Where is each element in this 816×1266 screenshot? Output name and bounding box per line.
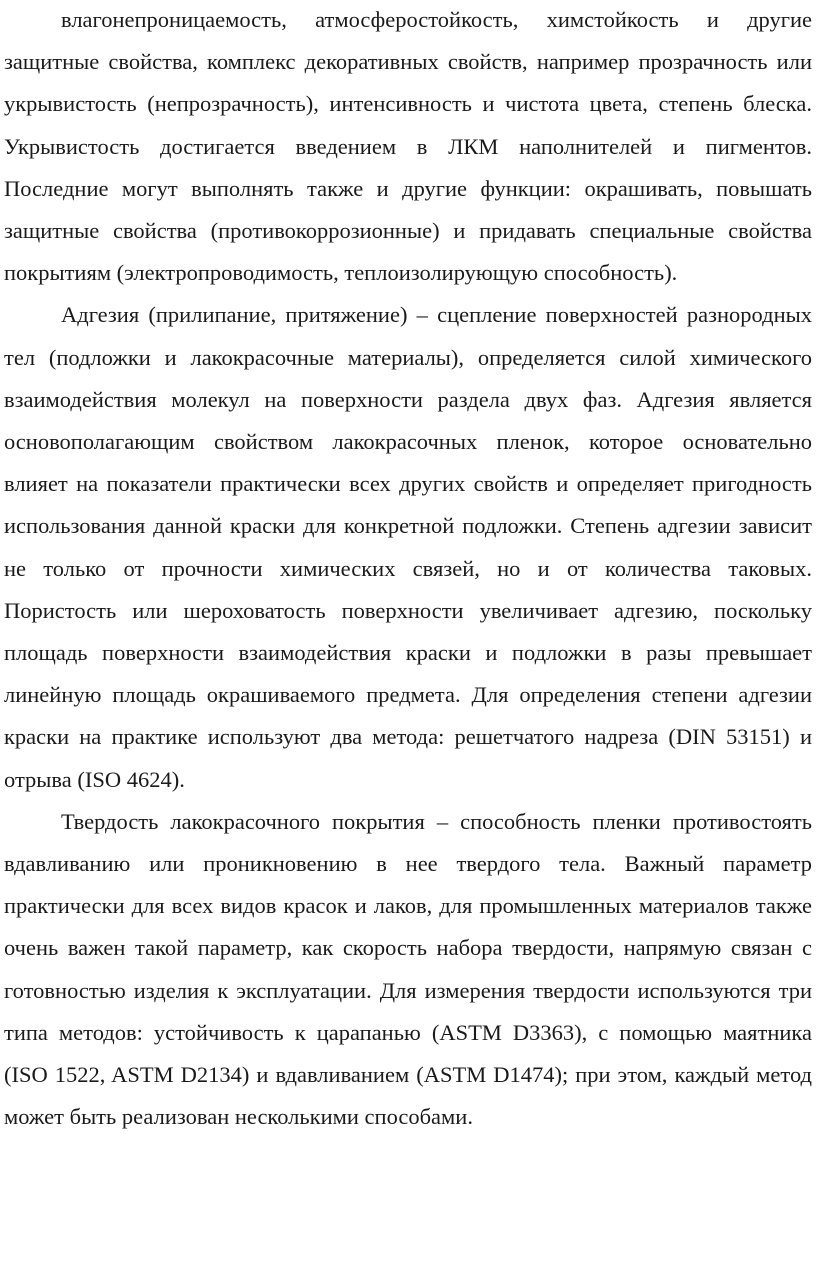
paragraph-protective-properties: влагонепроницаемость, атмосферостойкость, химстойкость и другие защитные свойства, комплекс декоративных свойств, например прозрачность или укрывистость (непрозрачность), интенсивность и чистота цвета, степень блеска. Укрывистость достигается введением в ЛКМ наполнителей и пигментов. Последние могут выполнять также и другие функции: окрашивать, повышать защитные свойства (противокоррозионные) и придавать специальные свойства покрытиям (электропроводимость, теплоизолирующую способность). [4, 7, 812, 286]
paragraph-hardness: Твердость лакокрасочного покрытия – способность пленки противостоять вдавливанию или проникновению в нее твердого тела. Важный параметр практически для всех видов красок и лаков, для промышленных материалов также очень важен такой параметр, как скорость набора твердости, напрямую связан с готовностью изделия к эксплуатации. Для измерения твердости используются три типа методов: устойчивость к царапанью (ASTM D3363), с помощью маятника (ISO 1522, ASTM D2134) и вдавливанием (ASTM D1474); при этом, каждый метод может быть реализован несколькими способами. [4, 808, 812, 1130]
paragraph-adhesion: Адгезия (прилипание, притяжение) – сцепление поверхностей разнородных тел (подложки и лакокрасочные материалы), определяется силой химического взаимодействия молекул на поверхности раздела двух фаз. Адгезия является основополагающим свойством лакокрасочных пленок, которое основательно влияет на показатели практически всех других свойств и определяет пригодность использования данной краски для конкретной подложки. Степень адгезии зависит не только от прочности химических связей, но и от количества таковых. Пористость или шероховатость поверхности увеличивает адгезию, поскольку площадь поверхности взаимодействия краски и подложки в разы превышает линейную площадь окрашиваемого предмета. Для определения степени адгезии краски на практике используют два метода: решетчатого надреза (DIN 53151) и отрыва (ISO 4624). [4, 302, 812, 792]
